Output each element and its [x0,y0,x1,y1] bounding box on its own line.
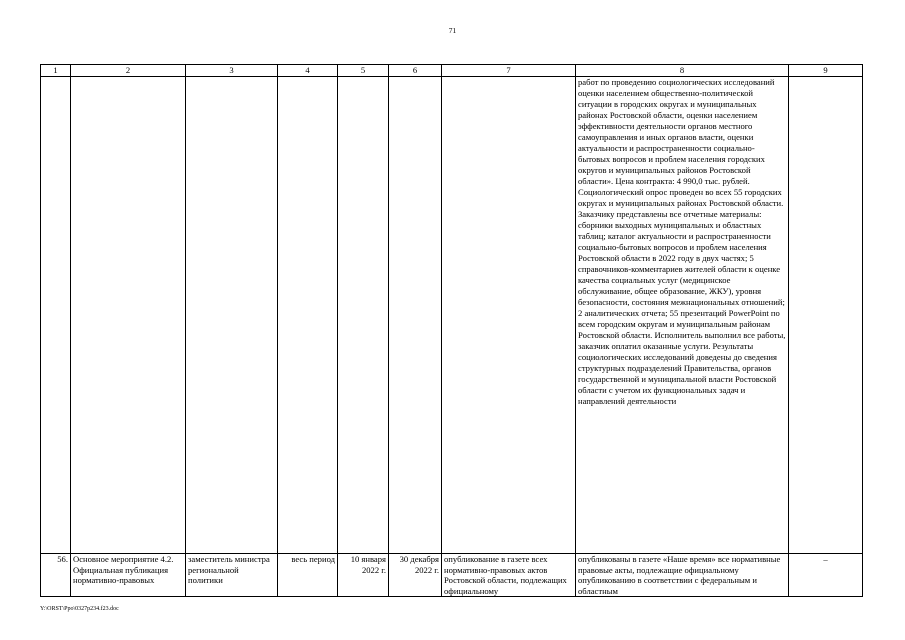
empty-cell [71,77,186,554]
column-number: 8 [576,65,789,77]
column-number: 7 [442,65,576,77]
empty-cell [41,77,71,554]
column-number: 1 [41,65,71,77]
row-number: 56. [41,554,71,597]
page-number: 71 [448,26,457,35]
empty-cell [278,77,338,554]
column-number: 2 [71,65,186,77]
executor: заместитель министра региональной политики [186,554,278,597]
empty-cell [442,77,576,554]
column-number: 4 [278,65,338,77]
column-number: 5 [338,65,389,77]
continuation-row [41,77,863,554]
empty-cell [186,77,278,554]
report-table [40,64,863,597]
column-number-row [41,65,863,77]
measure-name: Основное мероприятие 4.2. Официальная публикация нормативно-правовых [71,554,186,597]
actual-result-text: работ по проведению социологических исследований оценки населением общественно-политической ситуации в городских округах и муниципальных районах Ростовской области, оценки населением эффективности деятельности органов местного самоуправления и иных органов власти, оценки актуальности и распространенности социально-бытовых вопросов и проблем населения городских округов и муниципальных районов Ростовской области». Цена контракта: 4 990,0 тыс. рублей. Социологический опрос проведен во всех 55 городских округах и муниципальных районах Ростовской области. Заказчику представлены все отчетные материалы: сборники выходных муниципальных и областных таблиц; каталог актуальности и распространенности социально-бытовых вопросов и проблем населения Ростовской области в 2022 году в двух частях; 5 справочников-комментариев жителей области к оценке качества социальных услуг (медицинское обслуживание, общее образование, ЖКУ), уровня безопасности, состояния межнациональных отношений; 2 аналитических отчета; 55 презентаций PowerPoint по всем городским округам и муниципальным районам Ростовской области. Исполнитель выполнил все работы, заказчик оплатил оказанные услуги. Результаты социологических исследований доведены до сведения структурных подразделений Правительства, органов государственной и муниципальной власти Ростовской области с учетом их функциональных задач и направлений деятельности [576,77,789,554]
period: весь период [278,554,338,597]
empty-cell [789,77,863,554]
column-number: 3 [186,65,278,77]
start-date: 10 января 2022 г. [338,554,389,597]
table-row [41,554,863,597]
empty-cell [338,77,389,554]
column-number: 6 [389,65,442,77]
empty-cell [389,77,442,554]
column-number: 9 [789,65,863,77]
end-date: 30 декабря 2022 г. [389,554,442,597]
note-cell: – [789,554,863,597]
actual-result: опубликованы в газете «Наше время» все нормативные правовые акты, подлежащие официальному опубликованию в соответствии с федеральным и областным [576,554,789,597]
file-path-footer: Y:\ORST\Ppo\0327p234.f23.doc [40,606,119,612]
expected-result: опубликование в газете всех нормативно-правовых актов Ростовской области, подлежащих официальному [442,554,576,597]
